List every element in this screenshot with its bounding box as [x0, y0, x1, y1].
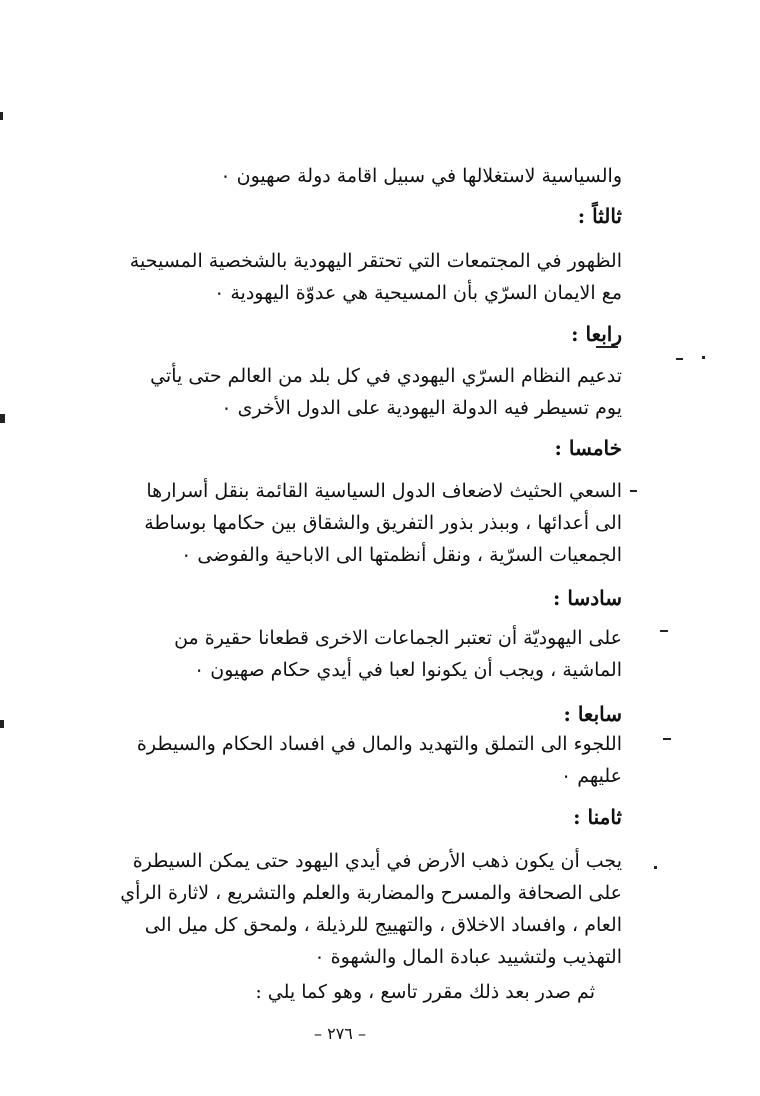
section-heading-sixth: سادسا : [553, 586, 622, 610]
intro-paragraph [74, 160, 622, 192]
scan-mark [0, 112, 3, 120]
text-line: مع الايمان السرّي بأن المسيحية هي عدوّة اليهودية ٠ [214, 282, 622, 304]
section-heading-fifth: خامسا : [554, 436, 622, 460]
scan-mark [630, 490, 637, 492]
text-line: والسياسية لاستغلالها في سبيل اقامة دولة صهيون ٠ [220, 165, 622, 187]
section-heading-eighth: ثامنا : [573, 805, 622, 829]
text-line: التهذيب ولتشييد عبادة المال والشهوة ٠ [314, 946, 622, 968]
section-paragraph-sixth [74, 622, 622, 686]
text-line: الماشية ، ويجب أن يكونوا لعبا في أيدي حكام صهيون ٠ [193, 659, 622, 681]
text-line: الجمعيات السرّية ، ونقل أنظمتها الى الاباحية والفوضى ٠ [181, 544, 622, 566]
scan-mark [0, 720, 4, 728]
text-line: الظهور في المجتمعات التي تحتقر اليهودية بالشخصية المسيحية [129, 250, 622, 272]
text-line: على الصحافة والمسرح والمضاربة والعلم والتشريع ، لاثارة الرأي [120, 882, 622, 904]
section-heading-third: ثالثاً : [577, 204, 622, 228]
text-line: يجب أن يكون ذهب الأرض في أيدي اليهود حتى يمكن السيطرة [132, 850, 622, 872]
section-paragraph-fourth [74, 360, 622, 424]
scan-mark [654, 866, 657, 869]
text-line: الى أعدائها ، وببذر بذور التفريق والشقاق بين حكامها بوساطة [144, 512, 622, 534]
text-line: عليهم ٠ [560, 765, 622, 787]
section-heading-fourth: رابعا : [571, 322, 622, 346]
text-line: العام ، وافساد الاخلاق ، والتهييج للرذيلة ، ولمحق كل ميل الى [144, 914, 622, 936]
closing-paragraph [75, 976, 595, 1008]
scan-mark [702, 356, 705, 359]
section-paragraph-fifth [74, 475, 622, 571]
text-line: اللجوء الى التملق والتهديد والمال في افساد الحكام والسيطرة [136, 733, 622, 755]
text-line: يوم تسيطر فيه الدولة اليهودية على الدول الأخرى ٠ [221, 397, 622, 419]
page-number: – ٢٧٦ – [314, 1024, 366, 1043]
scan-mark [663, 738, 671, 740]
text-line: تدعيم النظام السرّي اليهودي في كل بلد من العالم حتى يأتي [150, 365, 622, 387]
scan-mark [596, 346, 618, 348]
scan-mark [0, 414, 5, 423]
section-paragraph-eighth [74, 845, 622, 973]
scan-mark [676, 358, 683, 360]
text-line: السعي الحثيث لاضعاف الدول السياسية القائمة بنقل أسرارها [146, 480, 622, 502]
section-heading-seventh: سابعا : [563, 702, 622, 726]
section-paragraph-third [74, 245, 622, 309]
text-line: على اليهوديّة أن تعتبر الجماعات الاخرى قطعانا حقيرة من [174, 627, 622, 649]
text-line: ثم صدر بعد ذلك مقرر تاسع ، وهو كما يلي : [255, 981, 595, 1003]
scan-mark [660, 630, 668, 632]
section-paragraph-seventh [74, 728, 622, 792]
